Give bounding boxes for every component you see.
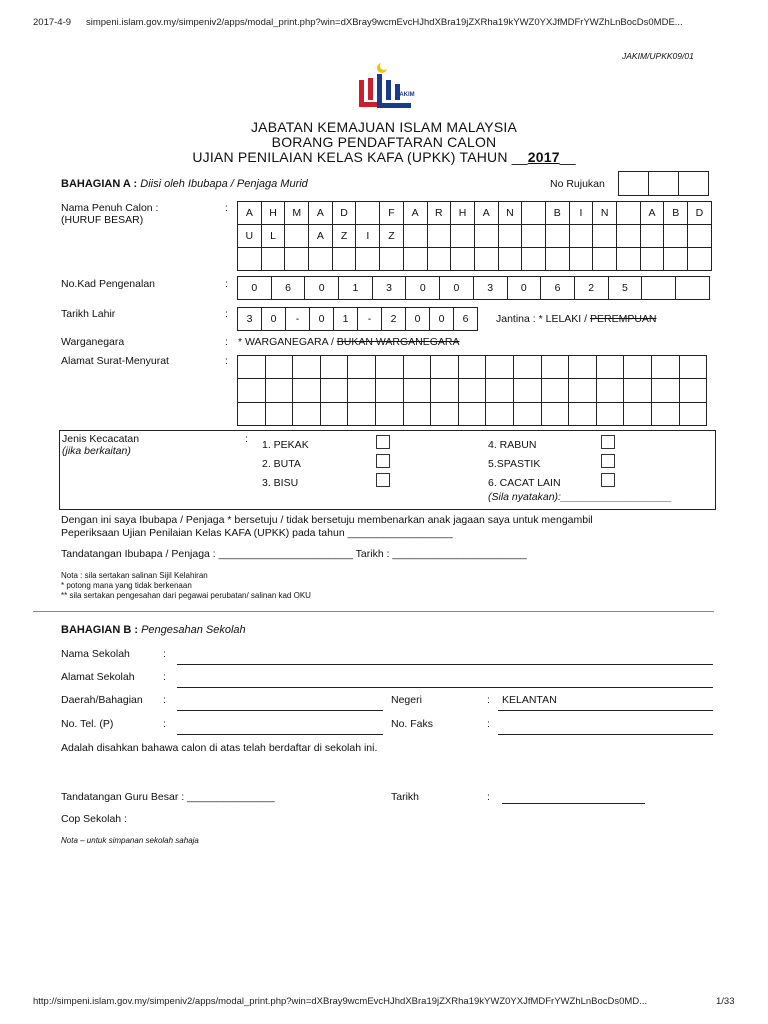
char-box[interactable] bbox=[624, 403, 652, 426]
district-colon: : bbox=[163, 694, 166, 706]
char-box[interactable]: A bbox=[309, 225, 333, 248]
char-box[interactable] bbox=[285, 225, 309, 248]
char-box[interactable] bbox=[522, 225, 546, 248]
char-box[interactable] bbox=[593, 225, 617, 248]
date-b-colon: : bbox=[487, 791, 490, 803]
tel-field[interactable] bbox=[177, 722, 383, 735]
char-box[interactable] bbox=[428, 248, 452, 271]
char-box[interactable] bbox=[266, 379, 294, 402]
char-box[interactable] bbox=[431, 403, 459, 426]
char-box[interactable] bbox=[309, 248, 333, 271]
char-box[interactable] bbox=[624, 379, 652, 402]
char-box[interactable] bbox=[293, 403, 321, 426]
full-name-boxes[interactable] bbox=[237, 201, 712, 271]
disability-option: 3. BISU bbox=[262, 477, 299, 489]
char-box[interactable] bbox=[348, 403, 376, 426]
char-box[interactable] bbox=[499, 225, 523, 248]
state-label: Negeri bbox=[391, 694, 422, 706]
title-line2: BORANG PENDAFTARAN CALON bbox=[271, 134, 497, 150]
char-box[interactable] bbox=[514, 379, 542, 402]
other-specify-field[interactable]: (Sila nyatakan):___________________ bbox=[488, 491, 672, 503]
fax-label: No. Faks bbox=[391, 718, 434, 730]
state-value: KELANTAN bbox=[502, 694, 557, 706]
print-date: 2017-4-9 bbox=[33, 17, 72, 28]
char-box[interactable] bbox=[451, 248, 475, 271]
char-box[interactable] bbox=[333, 248, 357, 271]
char-box[interactable] bbox=[404, 248, 428, 271]
char-box[interactable] bbox=[486, 379, 514, 402]
disability-label: Jenis Kecacatan bbox=[62, 433, 140, 445]
print-url: simpeni.islam.gov.my/simpeniv2/apps/modal_print.php?win=dXBray9wcmEvcHJhdXBra19jZXRha19kYWZ0YXJfMDFrYWZhLnBocDs0MDE... bbox=[86, 17, 683, 28]
char-box[interactable] bbox=[459, 379, 487, 402]
full-name-hint: (HURUF BESAR) bbox=[61, 214, 144, 226]
char-box[interactable]: 0 bbox=[238, 277, 272, 300]
note-3: ** sila sertakan pengesahan dari pegawai perubatan/ salinan kad OKU bbox=[61, 591, 311, 600]
char-box[interactable] bbox=[664, 248, 688, 271]
logo-text: JAKIM bbox=[396, 92, 415, 98]
char-box[interactable]: 0 bbox=[305, 277, 339, 300]
char-box[interactable] bbox=[376, 403, 404, 426]
char-box[interactable] bbox=[542, 356, 570, 379]
char-box[interactable] bbox=[486, 403, 514, 426]
char-box[interactable]: - bbox=[286, 308, 310, 331]
state-colon: : bbox=[487, 694, 490, 706]
char-box[interactable]: 0 bbox=[440, 277, 474, 300]
char-box[interactable] bbox=[475, 248, 499, 271]
char-box[interactable] bbox=[266, 403, 294, 426]
disability-option: 6. CACAT LAIN bbox=[488, 477, 561, 489]
char-box[interactable] bbox=[688, 248, 712, 271]
char-box[interactable] bbox=[569, 403, 597, 426]
char-box[interactable]: Z bbox=[380, 225, 404, 248]
char-box[interactable] bbox=[652, 356, 680, 379]
char-box[interactable] bbox=[428, 225, 452, 248]
char-box[interactable] bbox=[676, 277, 710, 300]
char-box[interactable]: H bbox=[451, 202, 475, 225]
char-box[interactable] bbox=[238, 403, 266, 426]
char-box[interactable]: D bbox=[688, 202, 712, 225]
address-label: Alamat Surat-Menyurat bbox=[61, 355, 169, 367]
char-box[interactable]: 6 bbox=[541, 277, 575, 300]
char-box[interactable]: N bbox=[499, 202, 523, 225]
ic-number-boxes[interactable] bbox=[237, 276, 710, 300]
school-note: Nota – untuk simpanan sekolah sahaja bbox=[61, 836, 199, 845]
doc-code: JAKIM/UPKK09/01 bbox=[622, 51, 694, 61]
full-name-label: Nama Penuh Calon : bbox=[61, 202, 159, 214]
char-box[interactable] bbox=[597, 356, 625, 379]
school-address-label: Alamat Sekolah bbox=[61, 671, 135, 683]
buta-checkbox[interactable] bbox=[376, 454, 390, 468]
char-box[interactable]: I bbox=[356, 225, 380, 248]
char-box[interactable] bbox=[459, 356, 487, 379]
district-field[interactable] bbox=[177, 698, 383, 711]
char-box[interactable] bbox=[680, 403, 708, 426]
char-box[interactable] bbox=[641, 225, 665, 248]
disability-colon: : bbox=[245, 433, 248, 445]
jakim-logo bbox=[356, 60, 415, 116]
char-box[interactable]: 3 bbox=[373, 277, 407, 300]
char-box[interactable] bbox=[431, 356, 459, 379]
char-box[interactable] bbox=[486, 356, 514, 379]
char-box[interactable] bbox=[262, 248, 286, 271]
char-box[interactable]: 0 bbox=[406, 308, 430, 331]
ic-colon: : bbox=[225, 278, 228, 290]
char-box[interactable] bbox=[356, 202, 380, 225]
tel-label: No. Tel. (P) bbox=[61, 718, 114, 730]
disability-option: 4. RABUN bbox=[488, 439, 537, 451]
char-box[interactable]: A bbox=[641, 202, 665, 225]
char-box[interactable] bbox=[642, 277, 676, 300]
char-box[interactable] bbox=[546, 248, 570, 271]
char-box[interactable]: 5 bbox=[609, 277, 643, 300]
char-box[interactable]: 1 bbox=[334, 308, 358, 331]
char-box[interactable] bbox=[514, 403, 542, 426]
char-box[interactable] bbox=[293, 356, 321, 379]
disability-hint: (jika berkaitan) bbox=[62, 445, 131, 457]
consent-line2: Peperiksaan Ujian Penilaian Kelas KAFA (UPKK) pada tahun __________________ bbox=[61, 527, 453, 539]
parent-signature-line[interactable]: Tandatangan Ibubapa / Penjaga : _______________________ Tarikh : _______________________ bbox=[61, 548, 527, 560]
char-box[interactable] bbox=[679, 172, 709, 196]
char-box[interactable] bbox=[649, 172, 679, 196]
date-b-field[interactable] bbox=[502, 791, 645, 804]
char-box[interactable]: 1 bbox=[339, 277, 373, 300]
char-box[interactable] bbox=[617, 225, 641, 248]
char-box[interactable] bbox=[285, 248, 309, 271]
exam-year: 2017 bbox=[527, 149, 560, 165]
char-box[interactable] bbox=[376, 379, 404, 402]
dob-colon: : bbox=[225, 308, 228, 320]
disability-option: 2. BUTA bbox=[262, 458, 301, 470]
title-line3: UJIAN PENILAIAN KELAS KAFA (UPKK) TAHUN __2017__ bbox=[192, 149, 576, 165]
char-box[interactable]: R bbox=[428, 202, 452, 225]
char-box[interactable] bbox=[680, 356, 708, 379]
char-box[interactable]: B bbox=[546, 202, 570, 225]
fax-colon: : bbox=[487, 718, 490, 730]
school-name-colon: : bbox=[163, 648, 166, 660]
section-divider bbox=[33, 611, 714, 612]
title-line1: JABATAN KEMAJUAN ISLAM MALAYSIA bbox=[250, 119, 518, 135]
char-box[interactable]: 0 bbox=[430, 308, 454, 331]
rabun-checkbox[interactable] bbox=[601, 435, 615, 449]
char-box[interactable] bbox=[664, 225, 688, 248]
reference-no-boxes[interactable] bbox=[618, 171, 709, 196]
section-b-heading: BAHAGIAN B : Pengesahan Sekolah bbox=[61, 624, 246, 636]
char-box[interactable]: H bbox=[262, 202, 286, 225]
char-box[interactable] bbox=[569, 356, 597, 379]
disability-option: 1. PEKAK bbox=[262, 439, 309, 451]
dob-label: Tarikh Lahir bbox=[61, 308, 116, 320]
char-box[interactable] bbox=[617, 248, 641, 271]
citizenship-field[interactable]: * WARGANEGARA / BUKAN WARGANEGARA bbox=[238, 336, 460, 348]
char-box[interactable]: 0 bbox=[310, 308, 334, 331]
gender-field[interactable]: Jantina : * LELAKI / PEREMPUAN bbox=[496, 313, 657, 325]
char-box[interactable]: 2 bbox=[575, 277, 609, 300]
char-box[interactable] bbox=[688, 225, 712, 248]
char-box[interactable] bbox=[238, 356, 266, 379]
char-box[interactable]: 6 bbox=[272, 277, 306, 300]
date-b-label: Tarikh bbox=[391, 791, 420, 803]
char-box[interactable] bbox=[321, 403, 349, 426]
char-box[interactable] bbox=[266, 356, 294, 379]
char-box[interactable]: 0 bbox=[262, 308, 286, 331]
char-box[interactable] bbox=[451, 225, 475, 248]
char-box[interactable]: U bbox=[238, 225, 262, 248]
school-stamp-label: Cop Sekolah : bbox=[61, 813, 127, 825]
address-colon: : bbox=[225, 355, 228, 367]
char-box[interactable] bbox=[570, 248, 594, 271]
char-box[interactable] bbox=[348, 356, 376, 379]
tel-colon: : bbox=[163, 718, 166, 730]
char-box[interactable]: 3 bbox=[474, 277, 508, 300]
char-box[interactable] bbox=[321, 356, 349, 379]
char-box[interactable] bbox=[680, 379, 708, 402]
char-box[interactable] bbox=[569, 379, 597, 402]
spastik-checkbox[interactable] bbox=[601, 454, 615, 468]
consent-line1: Dengan ini saya Ibubapa / Penjaga * bersetuju / tidak bersetuju membenarkan anak jagaan saya untuk mengambil bbox=[61, 514, 593, 526]
char-box[interactable]: F bbox=[380, 202, 404, 225]
note-2: * potong mana yang tidak berkenaan bbox=[61, 581, 192, 590]
char-box[interactable] bbox=[404, 356, 432, 379]
char-box[interactable]: 2 bbox=[382, 308, 406, 331]
char-box[interactable] bbox=[542, 403, 570, 426]
char-box[interactable] bbox=[321, 379, 349, 402]
char-box[interactable]: A bbox=[475, 202, 499, 225]
dob-boxes[interactable] bbox=[237, 307, 478, 331]
char-box[interactable] bbox=[597, 403, 625, 426]
char-box[interactable] bbox=[404, 225, 428, 248]
char-box[interactable]: L bbox=[262, 225, 286, 248]
char-box[interactable] bbox=[293, 379, 321, 402]
char-box[interactable]: A bbox=[309, 202, 333, 225]
char-box[interactable]: 3 bbox=[238, 308, 262, 331]
char-box[interactable]: M bbox=[285, 202, 309, 225]
char-box[interactable]: 0 bbox=[508, 277, 542, 300]
char-box[interactable]: 6 bbox=[454, 308, 478, 331]
char-box[interactable] bbox=[570, 225, 594, 248]
footer-url: http://simpeni.islam.gov.my/simpeniv2/apps/modal_print.php?win=dXBray9wcmEvcHJhdXBra19jZXRha19kYWZ0YXJfMDFrYWZhLnBocDs0MD... bbox=[33, 996, 648, 1007]
disability-option: 5.SPASTIK bbox=[488, 458, 541, 470]
char-box[interactable] bbox=[619, 172, 649, 196]
char-box[interactable] bbox=[356, 248, 380, 271]
address-boxes[interactable] bbox=[237, 355, 707, 426]
char-box[interactable] bbox=[652, 379, 680, 402]
char-box[interactable] bbox=[597, 379, 625, 402]
name-colon: : bbox=[225, 202, 228, 214]
pekak-checkbox[interactable] bbox=[376, 435, 390, 449]
char-box[interactable] bbox=[459, 403, 487, 426]
char-box[interactable] bbox=[652, 403, 680, 426]
school-address-colon: : bbox=[163, 671, 166, 683]
reference-no-label: No Rujukan bbox=[550, 178, 605, 190]
state-field[interactable] bbox=[498, 698, 713, 711]
school-address-field[interactable] bbox=[177, 675, 713, 688]
char-box[interactable] bbox=[617, 202, 641, 225]
fax-field[interactable] bbox=[498, 722, 713, 735]
cacat-lain-checkbox[interactable] bbox=[601, 473, 615, 487]
char-box[interactable]: - bbox=[358, 308, 382, 331]
char-box[interactable] bbox=[546, 225, 570, 248]
char-box[interactable] bbox=[475, 225, 499, 248]
char-box[interactable]: Z bbox=[333, 225, 357, 248]
headmaster-signature-line[interactable]: Tandatangan Guru Besar : _______________ bbox=[61, 791, 275, 803]
char-box[interactable]: N bbox=[593, 202, 617, 225]
char-box[interactable] bbox=[348, 379, 376, 402]
bisu-checkbox[interactable] bbox=[376, 473, 390, 487]
char-box[interactable] bbox=[542, 379, 570, 402]
char-box[interactable]: A bbox=[238, 202, 262, 225]
char-box[interactable]: I bbox=[570, 202, 594, 225]
char-box[interactable] bbox=[514, 356, 542, 379]
char-box[interactable] bbox=[641, 248, 665, 271]
footer-page-number: 1/33 bbox=[716, 996, 735, 1007]
char-box[interactable] bbox=[404, 379, 432, 402]
note-1: Nota : sila sertakan salinan Sijil Kelahiran bbox=[61, 571, 208, 580]
district-label: Daerah/Bahagian bbox=[61, 694, 143, 706]
school-name-field[interactable] bbox=[177, 652, 713, 665]
disability-list-right bbox=[488, 436, 561, 493]
char-box[interactable] bbox=[499, 248, 523, 271]
char-box[interactable] bbox=[624, 356, 652, 379]
char-box[interactable]: 0 bbox=[406, 277, 440, 300]
citizenship-colon: : bbox=[225, 336, 228, 348]
disability-list-left bbox=[262, 436, 309, 493]
citizenship-label: Warganegara bbox=[61, 336, 125, 348]
char-box[interactable] bbox=[404, 403, 432, 426]
char-box[interactable] bbox=[522, 248, 546, 271]
char-box[interactable]: D bbox=[333, 202, 357, 225]
char-box[interactable]: A bbox=[404, 202, 428, 225]
char-box[interactable] bbox=[376, 356, 404, 379]
char-box[interactable] bbox=[238, 248, 262, 271]
char-box[interactable]: B bbox=[664, 202, 688, 225]
ic-label: No.Kad Pengenalan bbox=[61, 278, 155, 290]
char-box[interactable] bbox=[380, 248, 404, 271]
char-box[interactable] bbox=[431, 379, 459, 402]
section-a-heading: BAHAGIAN A : Diisi oleh Ibubapa / Penjaga Murid bbox=[61, 178, 308, 190]
char-box[interactable] bbox=[522, 202, 546, 225]
char-box[interactable] bbox=[238, 379, 266, 402]
confirmation-text: Adalah disahkan bahawa calon di atas telah berdaftar di sekolah ini. bbox=[61, 742, 378, 754]
school-name-label: Nama Sekolah bbox=[61, 648, 130, 660]
char-box[interactable] bbox=[593, 248, 617, 271]
